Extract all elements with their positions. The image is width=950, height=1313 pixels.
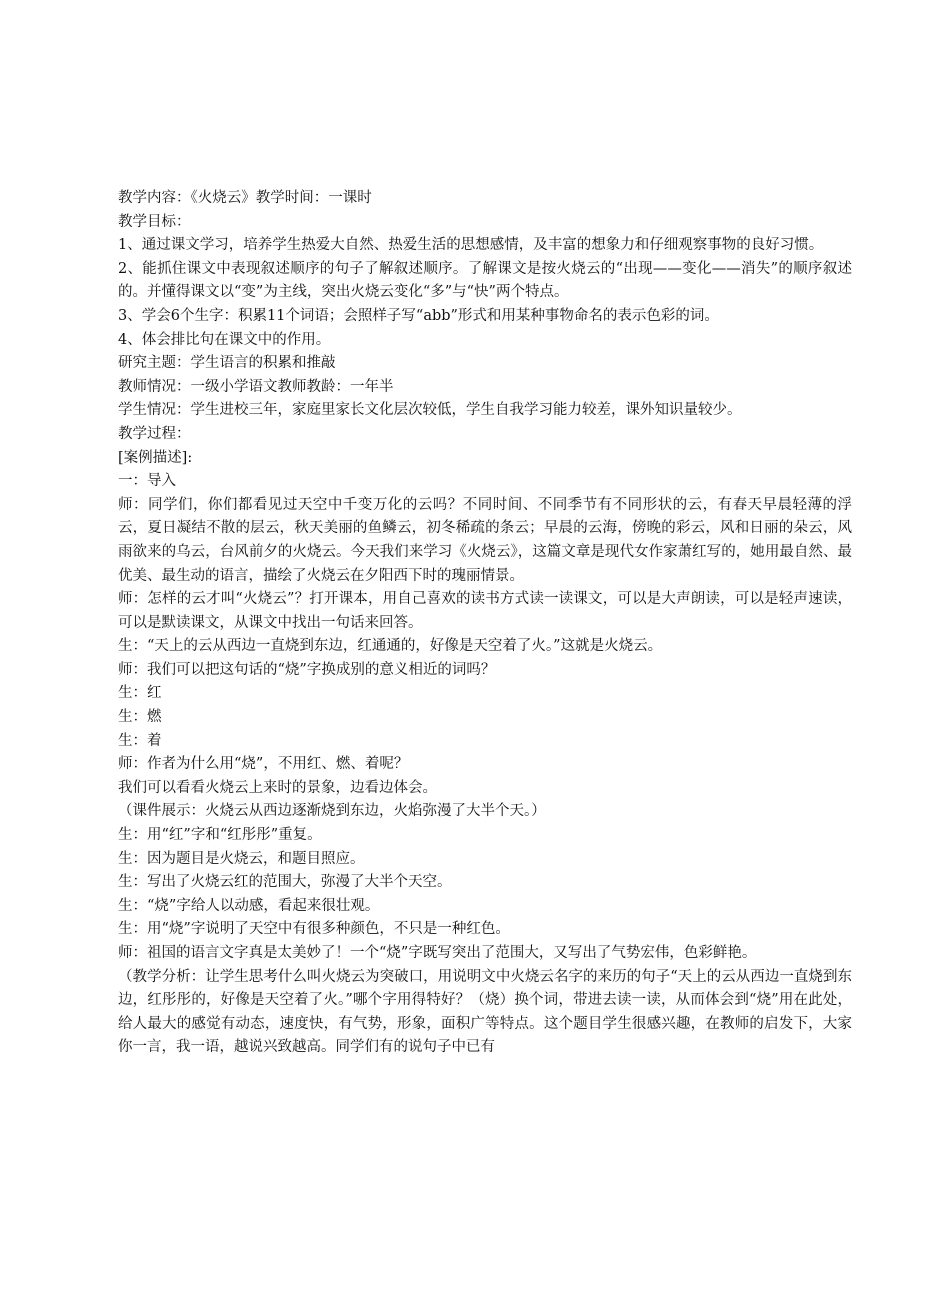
lesson-header-line: 教学内容：《火烧云》教学时间：一课时 [118, 190, 372, 206]
dialogue-paragraph: 师：同学们，你们都看见过天空中千变万化的云吗？不同时间、不同季节有不同形状的云，有春天早晨轻薄的浮云，夏日凝结不散的层云，秋天美丽的鱼鳞云，初冬稀疏的条云；早晨的云海，傍晚的彩云，风和日丽的朵云，风雨欲来的乌云，台风前夕的火烧云。今天我们来学习《火烧云》，这篇文章是现代女作家萧红写的，她用最自然、最优美、最生动的语言，描绘了火烧云在夕阳西下时的瑰丽情景。 [118, 496, 852, 584]
dialogue-paragraph: 师：祖国的语言文字真是太美妙了！一个“烧”字既写突出了范围大，又写出了气势宏伟，色彩鲜艳。 [118, 945, 757, 961]
dialogue-paragraph: 生：“天上的云从西边一直烧到东边，红通通的，好像是天空着了火。”这就是火烧云。 [118, 638, 663, 655]
student-info: 学生情况：学生进校三年，家庭里家长文化层次较低，学生自我学习能力较差，课外知识量较少。 [118, 402, 742, 419]
dialogue-paragraph: 生：因为题目是火烧云，和题目照应。 [118, 850, 365, 867]
dialogue-paragraph: 生：着 [118, 732, 162, 749]
dialogue-paragraph: 生：用“烧”字说明了天空中有很多种颜色，不只是一种红色。 [118, 921, 510, 938]
objective-2: 2、能抓住课文中表现叙述顺序的句子了解叙述顺序。了解课文是按火烧云的“出现——变化——消失”的顺序叙述的。并懂得课文以“变”为主线，突出火烧云变化“多”与“快”两个特点。 [118, 260, 852, 301]
dialogue-paragraph: 师：我们可以把这句话的“烧”字换成别的意义相近的词吗？ [118, 661, 496, 678]
section-intro-heading: 一：导入 [118, 473, 176, 490]
dialogue-paragraph: 师：怎样的云才叫“火烧云”？打开课本，用自己喜欢的读书方式读一读课文，可以是大声朗读，可以是轻声速读，可以是默读课文，从课文中找出一句话来回答。 [118, 591, 852, 631]
objective-1: 1、通过课文学习，培养学生热爱大自然、热爱生活的思想感情，及丰富的想象力和仔细观察事物的良好习惯。 [118, 237, 824, 254]
process-heading: 教学过程： [118, 425, 191, 442]
document-page [118, 187, 852, 1060]
dialogue-paragraph: 生：写出了火烧云红的范围大，弥漫了大半个天空。 [118, 874, 452, 891]
dialogue-paragraph: 生：红 [118, 685, 162, 702]
objectives-heading: 教学目标： [118, 213, 191, 230]
objective-3: 3、学会6个生字：积累11个词语；会照样子写“abb”形式和用某种事物命名的表示色彩的词。 [118, 307, 719, 324]
dialogue-paragraph: 我们可以看看火烧云上来时的景象，边看边体会。 [118, 779, 437, 796]
teacher-info: 教师情况：一级小学语文教师教龄：一年半 [118, 378, 394, 395]
teaching-analysis: （教学分析：让学生思考什么叫火烧云为突破口，用说明文中火烧云名字的来历的句子“天上的云从西边一直烧到东边，红彤彤的，好像是天空着了火。”哪个字用得特好？（烧）换个词，带进去读一读，从而体会到“烧”用在此处，给人最大的感觉有动态，速度快，有气势，形象，面积广等特点。这个题目学生很感兴趣，在教师的启发下，大家你一言，我一语，越说兴致越高。同学们有的说句子中已有 [118, 968, 852, 1056]
courseware-note: （课件展示：火烧云从西边逐渐烧到东边，火焰弥漫了大半个天。） [118, 803, 546, 820]
dialogue-paragraph: 师：作者为什么用“烧”，不用红、燃、着呢？ [118, 756, 409, 773]
dialogue-paragraph: 生：用“红”字和“红彤彤”重复。 [118, 827, 322, 844]
case-description-heading: [案例描述]: [118, 449, 193, 466]
dialogue-paragraph: 生：燃 [118, 709, 162, 726]
research-topic: 研究主题：学生语言的积累和推敲 [118, 355, 336, 372]
objective-4: 4、体会排比句在课文中的作用。 [118, 331, 331, 348]
dialogue-paragraph: 生：“烧”字给人以动感，看起来很壮观。 [118, 897, 380, 914]
